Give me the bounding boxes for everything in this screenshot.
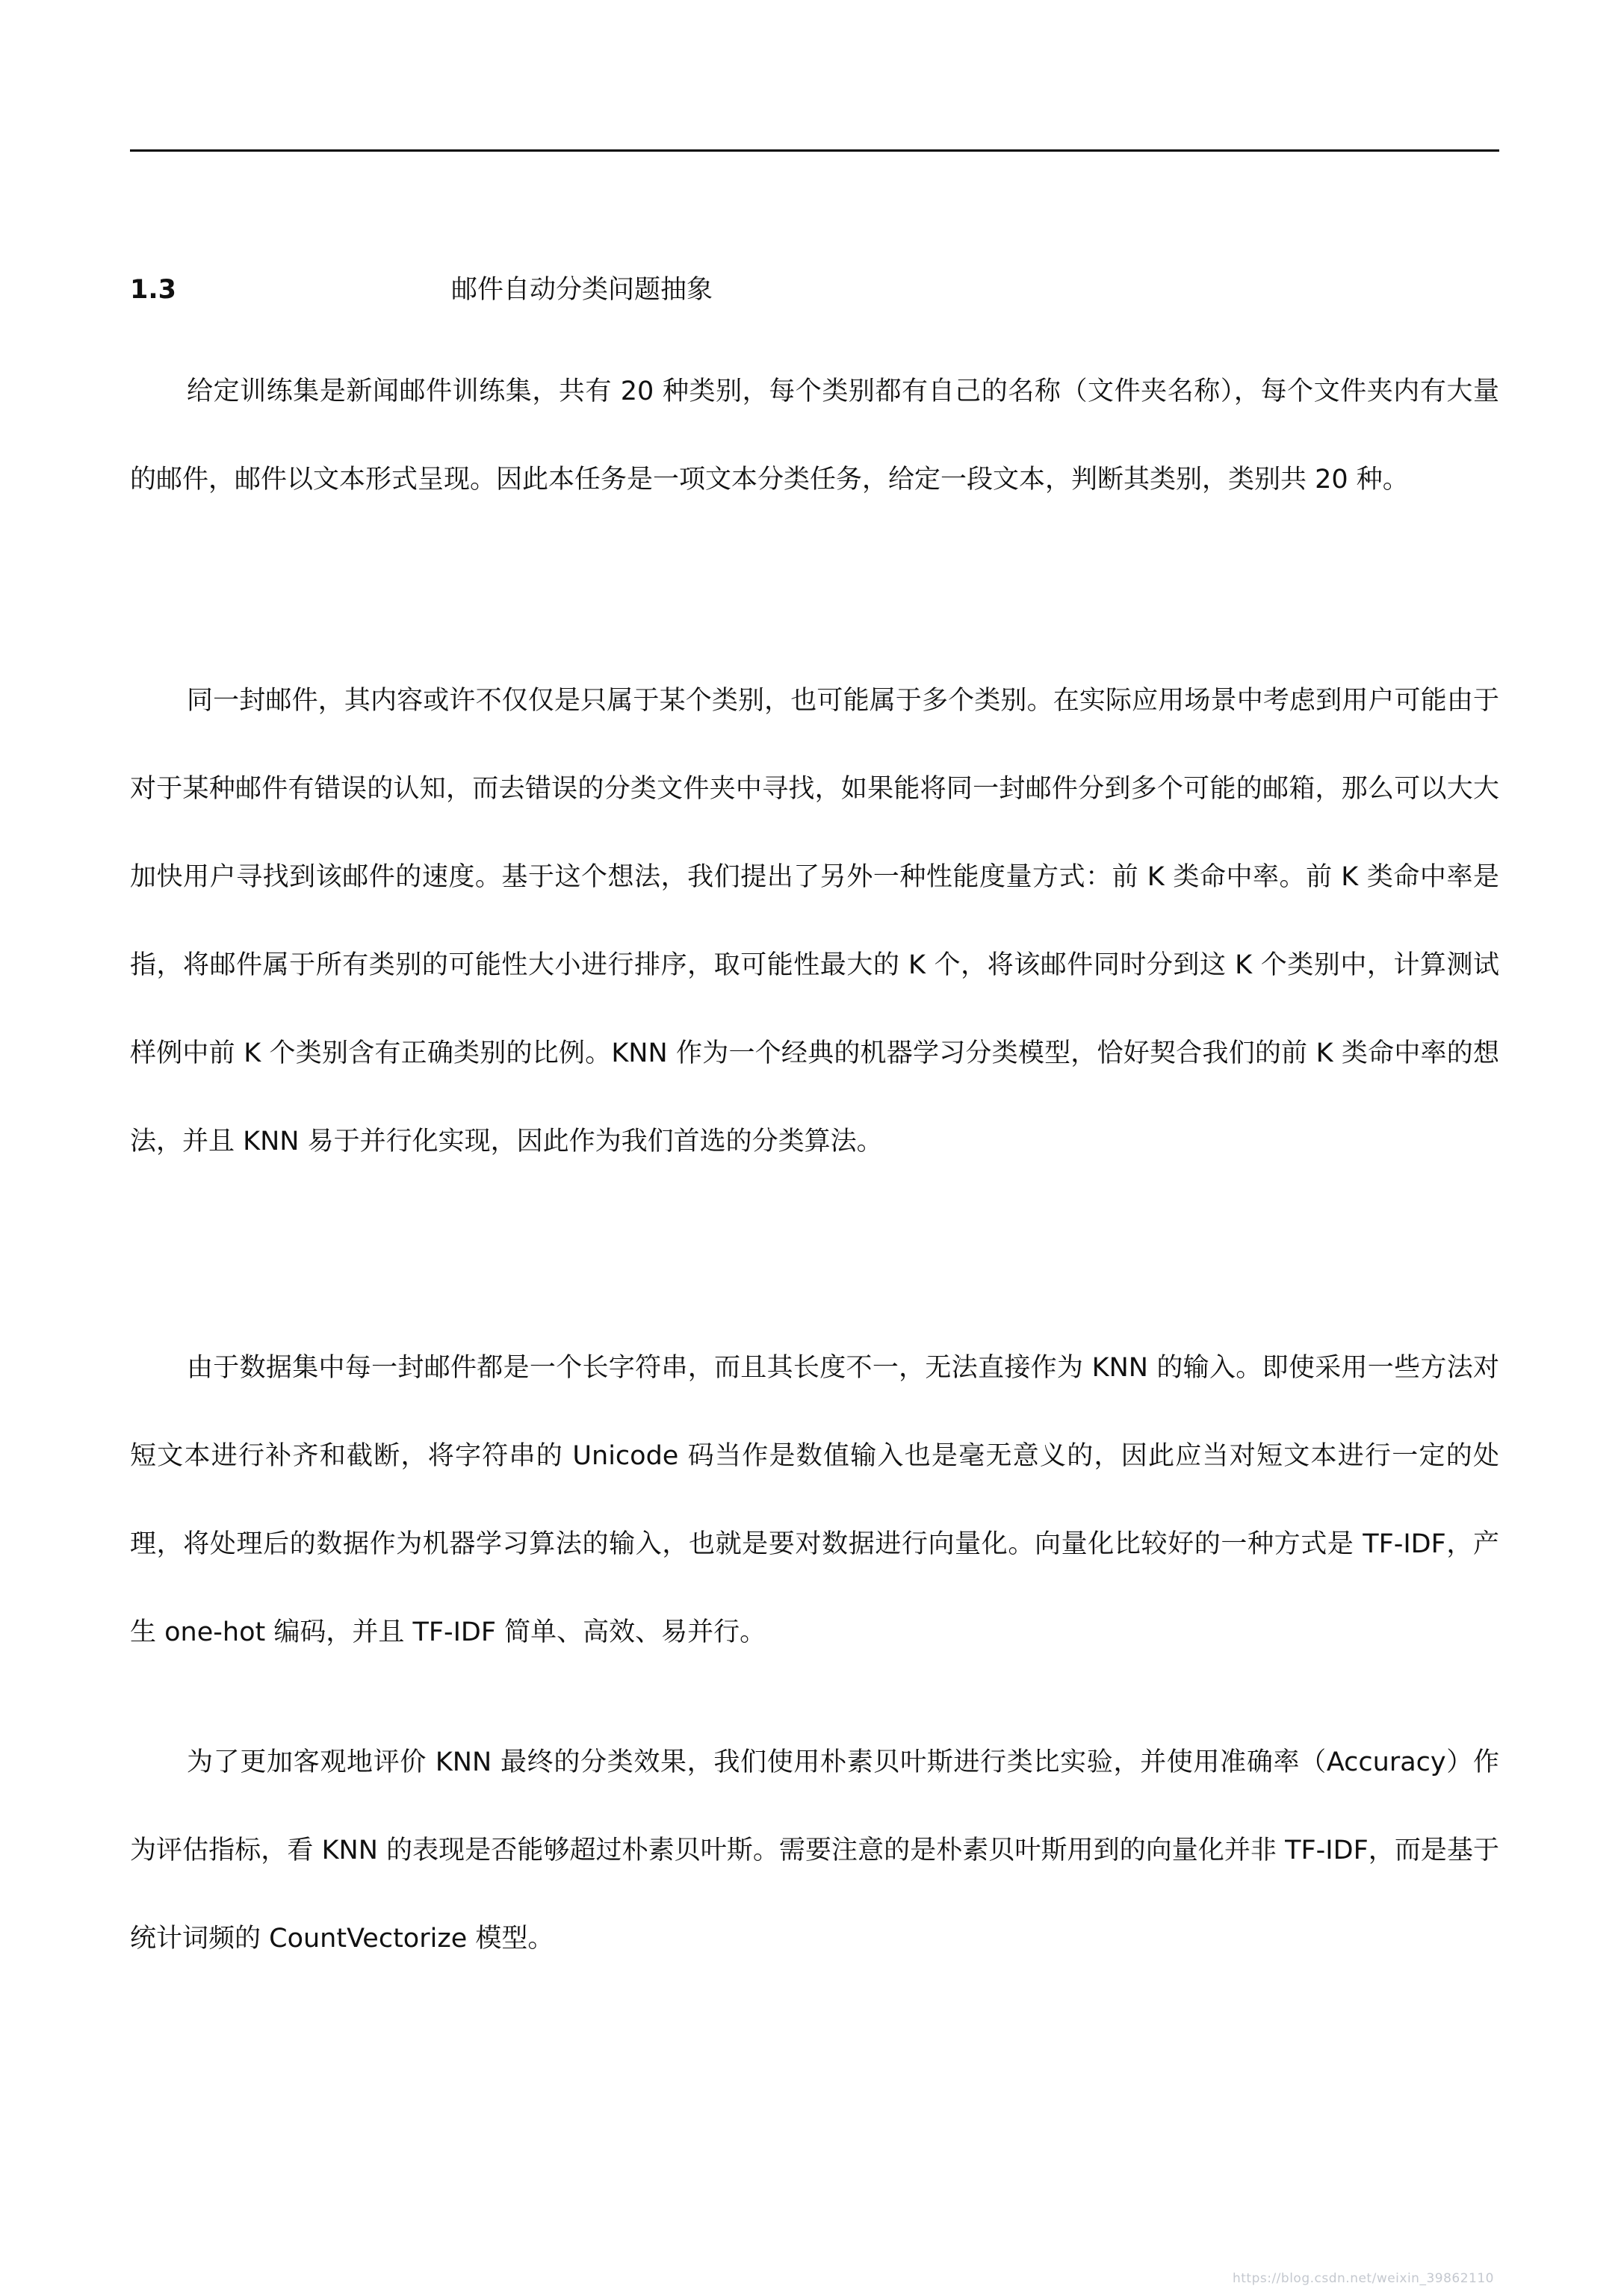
- watermark: https://blog.csdn.net/weixin_39862110: [1232, 2271, 1494, 2286]
- top-rule: [130, 149, 1499, 152]
- section-number: 1.3: [130, 275, 177, 305]
- section-title: 邮件自动分类问题抽象: [451, 275, 713, 305]
- paragraph-vectorization: 由于数据集中每一封邮件都是一个长字符串，而且其长度不一，无法直接作为 KNN 的输入。即使采用一些方法对短文本进行补齐和截断，将字符串的 Unicode 码当作是数值输入也是毫无意义的，因此应当对短文本进行一定的处理，将处理后的数据作为机器学习算法的输入，也就是要对数据进行向量化。向量化比较好的一种方式是 TF-IDF，产生 one-hot 编码，并且 TF-IDF 简单、高效、易并行。: [130, 1353, 1499, 1647]
- paragraph-top-k-hit-rate: 同一封邮件，其内容或许不仅仅是只属于某个类别，也可能属于多个类别。在实际应用场景中考虑到用户可能由于对于某种邮件有错误的认知，而去错误的分类文件夹中寻找，如果能将同一封邮件分到多个可能的邮箱，那么可以大大加快用户寻找到该邮件的速度。基于这个想法，我们提出了另外一种性能度量方式：前 K 类命中率。前 K 类命中率是指，将邮件属于所有类别的可能性大小进行排序，取可能性最大的 K 个，将该邮件同时分到这 K 个类别中，计算测试样例中前 K 个类别含有正确类别的比例。KNN 作为一个经典的机器学习分类模型，恰好契合我们的前 K 类命中率的想法，并且 KNN 易于并行化实现，因此作为我们首选的分类算法。: [130, 686, 1499, 1156]
- section-heading: [130, 273, 1499, 306]
- paragraph-dataset-description: 给定训练集是新闻邮件训练集，共有 20 种类别，每个类别都有自己的名称（文件夹名称），每个文件夹内有大量的邮件，邮件以文本形式呈现。因此本任务是一项文本分类任务，给定一段文本，判断其类别，类别共 20 种。: [130, 377, 1499, 495]
- paragraph-naive-bayes-comparison: 为了更加客观地评价 KNN 最终的分类效果，我们使用朴素贝叶斯进行类比实验，并使用准确率（Accuracy）作为评估指标，看 KNN 的表现是否能够超过朴素贝叶斯。需要注意的是朴素贝叶斯用到的向量化并非 TF-IDF，而是基于统计词频的 CountVectorize 模型。: [130, 1747, 1499, 1954]
